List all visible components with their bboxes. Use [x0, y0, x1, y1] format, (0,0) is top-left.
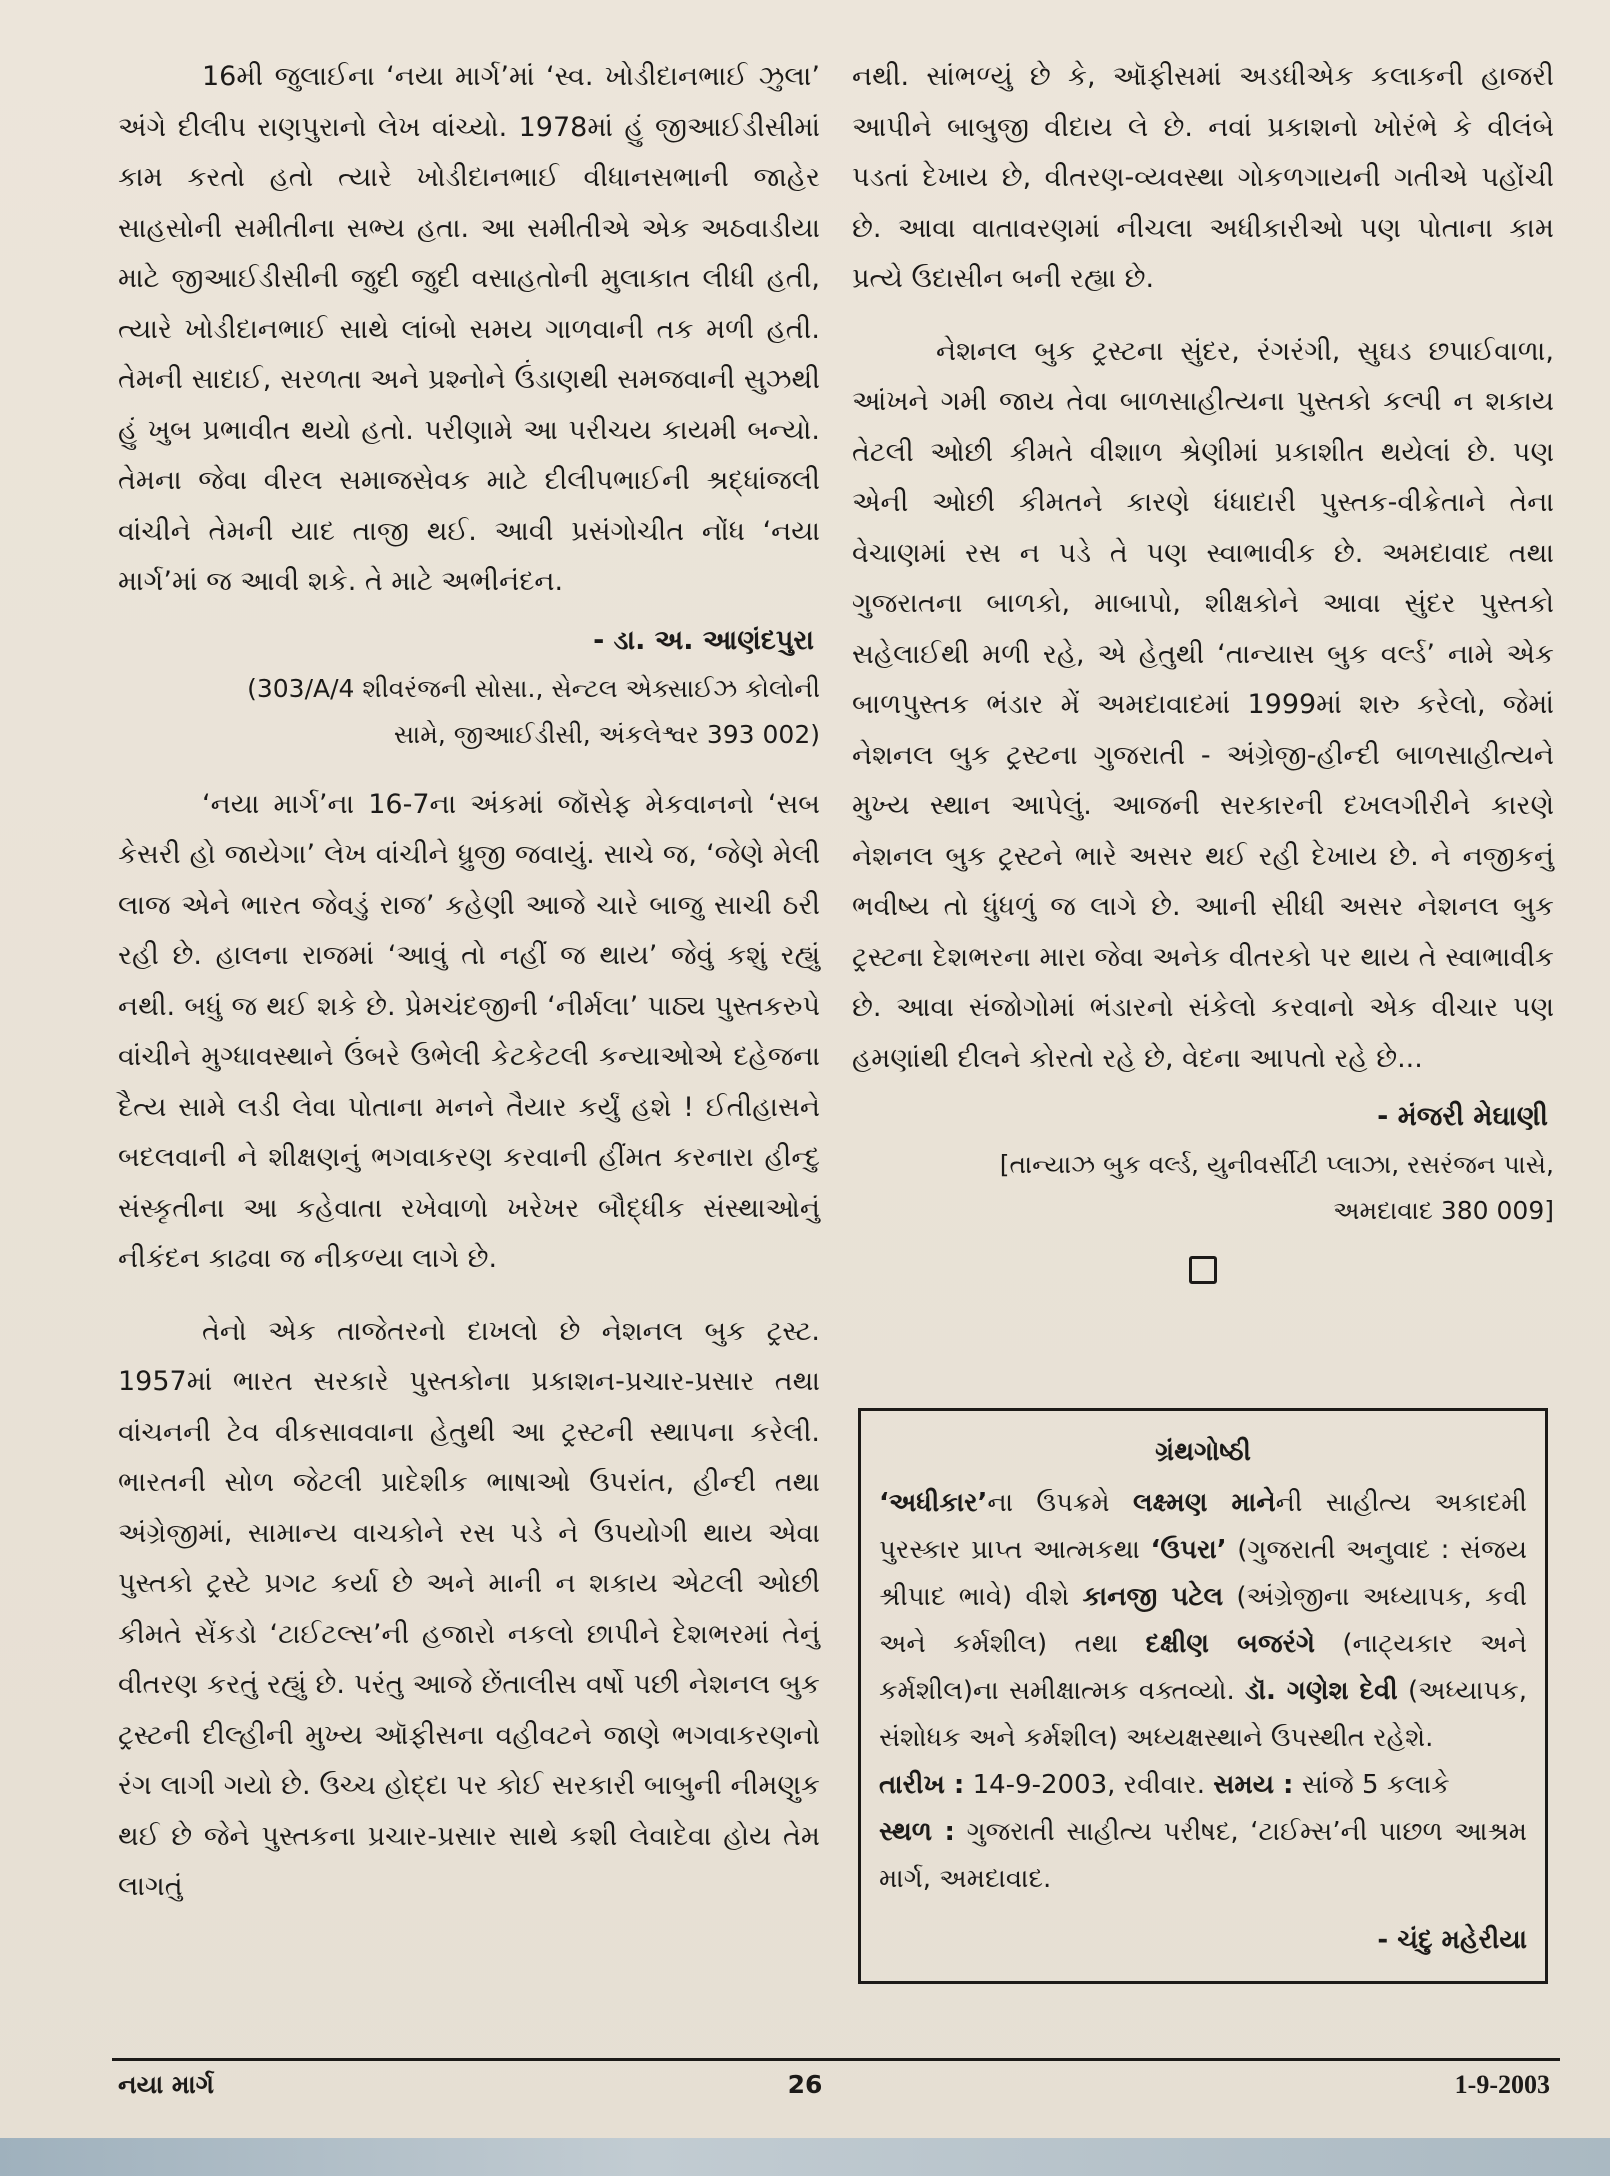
letter-2-paragraph-1: ‘નયા માર્ગ’ના 16-7ના અંકમાં જૉસેફ મેકવાનનો ‘સબ કેસરી હો જાયેગા’ લેખ વાંચીને ધ્રુજી જવાયું. સાચે જ, ‘જેણે મેલી લાજ એને ભારત જેવડું રાજ’ કહેણી આજે ચારે બાજુ સાચી ઠરી રહી છે. હાલના રાજમાં ‘આવું તો નહીં જ થાય’ જેવું કશું રહ્યું નથી. બધું જ થઈ શકે છે. પ્રેમચંદજીની ‘નીર્મલા’ પાઠ્ય પુસ્તકરુપે વાંચીને મુગ્ધાવસ્થાને ઉંબરે ઉભેલી કેટકેટલી કન્યાઓએ દહેજના દૈત્ય સામે લડી લેવા પોતાના મનને તૈયાર કર્યું હશે ! ઈતીહાસને બદલવાની ને શીક્ષણનું ભગવાકરણ કરવાની હીંમત કરનારા હીન્દુ સંસ્કૃતીના આ કહેવાતા રખેવાળો ખરેખર બૌદ્ધીક સંસ્થાઓનું નીકંદન કાઢવા જ નીકળ્યા લાગે છે.	[118, 788, 820, 1274]
date-label: તારીખ :	[879, 1770, 965, 1800]
letter-2-address-line-1: [તાન્યાઝ બુક વર્લ્ડ, યુનીવર્સીટી પ્લાઝા, રસરંજન પાસે,	[999, 1150, 1554, 1179]
speaker-1-name: કાનજી પટેલ	[1082, 1582, 1224, 1612]
letter-1-address-line-2: સામે, જીઆઈડીસી, અંકલેશ્વર 393 002)	[393, 719, 820, 749]
place-label: સ્થળ :	[879, 1817, 955, 1847]
letter-1-address-line-1: (303/A/4 શીવરંજની સોસા., સેન્ટલ એક્સાઈઝ કોલોની	[247, 673, 820, 703]
left-column	[118, 52, 820, 1913]
event-notice-title: ગ્રંથગોષ્ઠી	[1155, 1437, 1251, 1467]
footer-divider	[112, 2058, 1560, 2061]
event-notice-body	[879, 1480, 1527, 1762]
event-notice-box	[858, 1408, 1548, 1984]
event-place	[879, 1809, 1527, 1903]
letter-2-paragraph-3: નેશનલ બુક ટ્રસ્ટના સુંદર, રંગરંગી, સુઘડ છપાઈવાળા, આંખને ગમી જાય તેવા બાળસાહીત્યના પુસ્તકો કલ્પી ન શકાય તેટલી ઓછી કીમતે વીશાળ શ્રેણીમાં પ્રકાશીત થયેલાં છે. પણ એની ઓછી કીમતને કારણે ધંધાદારી પુસ્તક-વીક્રેતાને તેના વેચાણમાં રસ ન પડે તે પણ સ્વાભાવીક છે. અમદાવાદ તથા ગુજરાતના બાળકો, માબાપો, શીક્ષકોને આવા સુંદર પુસ્તકો સહેલાઈથી મળી રહે, એ હેતુથી ‘તાન્યાસ બુક વર્લ્ડ’ નામે એક બાળપુસ્તક ભંડાર મેં અમદાવાદમાં 1999માં શરુ કરેલો, જેમાં નેશનલ બુક ટ્રસ્ટના ગુજરાતી - અંગ્રેજી-હીન્દી બાળસાહીત્યને મુખ્ય સ્થાન આપેલું. આજની સરકારની દખલગીરીને કારણે નેશનલ બુક ટ્રસ્ટને ભારે અસર થઈ રહી દેખાય છે. ને નજીકનું ભવીષ્ય તો ધુંધળું જ લાગે છે. આની સીધી અસર નેશનલ બુક ટ્રસ્ટના દેશભરના મારા જેવા અનેક વીતરકો પર થાય તે સ્વાભાવીક છે. આવા સંજોગોમાં ભંડારનો સંકેલો કરવાનો એક વીચાર પણ હમણાંથી દીલને કોરતો રહે છે, વેદના આપતો રહે છે...	[852, 335, 1554, 1074]
letter-2-address-line-2: અમદાવાદ 380 009]	[1333, 1196, 1554, 1225]
footer-issue-date: 1-9-2003	[1454, 2070, 1550, 2099]
place-value: ગુજરાતી સાહીત્ય પરીષદ, ‘ટાઈમ્સ’ની પાછળ આશ્રમ માર્ગ, અમદાવાદ.	[879, 1817, 1528, 1894]
speaker-2-name: દક્ષીણ બજરંગે	[1145, 1629, 1315, 1659]
letter-2-signature: - મંજરી મેઘાણી	[1377, 1101, 1548, 1132]
time-value: સાંજે 5 કલાકે	[1293, 1770, 1450, 1800]
event-notice-signature: - ચંદુ મહેરીયા	[1377, 1925, 1527, 1955]
notice-text-4: (અંગ્રેજીના અધ્યાપક, કવી અને કર્મશીલ) તથા	[879, 1582, 1527, 1659]
book-title: ‘ઉપરા’	[1150, 1535, 1227, 1565]
footer-page-number: 26	[787, 2070, 823, 2099]
letter-2-continuation: નથી. સાંભળ્યું છે કે, ઑફીસમાં અડધીએક કલાકની હાજરી આપીને બાબુજી વીદાય લે છે. નવાં પ્રકાશનો ખોરંભે કે વીલંબે પડતાં દેખાય છે, વીતરણ-વ્યવસ્થા ગોકળગાયની ગતીએ પહોંચી છે. આવા વાતાવરણમાં નીચલા અધીકારીઓ પણ પોતાના કામ પ્રત્યે ઉદાસીન બની રહ્યા છે.	[852, 61, 1554, 294]
notice-text-5: (નાટ્યકાર અને કર્મશીલ)ના સમીક્ષાત્મક વક્તવ્યો.	[879, 1629, 1527, 1706]
time-label: સમય :	[1213, 1770, 1294, 1800]
footer-magazine-name: નયા માર્ગ	[118, 2070, 214, 2099]
notice-text-3: (ગુજરાતી અનુવાદ : સંજય શ્રીપાદ ભાવે) વીશે	[879, 1535, 1527, 1612]
section-end-square-icon	[1189, 1256, 1217, 1284]
notice-text-2: ની સાહીત્ય અકાદમી પુરસ્કાર પ્રાપ્ત આત્મકથા	[879, 1488, 1527, 1565]
letter-1-body: 16મી જુલાઈના ‘નયા માર્ગ’માં ‘સ્વ. ખોડીદાનભાઈ ઝુલા’ અંગે દીલીપ રાણપુરાનો લેખ વાંચ્યો. 1978માં હું જીઆઈડીસીમાં કામ કરતો હતો ત્યારે ખોડીદાનભાઈ વીધાનસભાની જાહેર સાહસોની સમીતીના સભ્ય હતા. આ સમીતીએ એક અઠવાડીયા માટે જીઆઈડીસીની જુદી જુદી વસાહતોની મુલાકાત લીધી હતી, ત્યારે ખોડીદાનભાઈ સાથે લાંબો સમય ગાળવાની તક મળી હતી. તેમની સાદાઈ, સરળતા અને પ્રશ્નોને ઉંડાણથી સમજવાની સુઝથી હું ખુબ પ્રભાવીત થયો હતો. પરીણામે આ પરીચય કાયમી બન્યો. તેમના જેવા વીરલ સમાજસેવક માટે દીલીપભાઈની શ્રદ્ધાંજલી વાંચીને તેમની યાદ તાજી થઈ. આવી પ્રસંગોચીત નોંધ ‘નયા માર્ગ’માં જ આવી શકે. તે માટે અભીનંદન.	[118, 61, 820, 597]
event-date-time	[879, 1762, 1527, 1809]
chair-name: ડૉ. ગણેશ દેવી	[1244, 1676, 1398, 1706]
author-name: લક્ષ્મણ માને	[1132, 1488, 1276, 1518]
letter-2-paragraph-2: તેનો એક તાજેતરનો દાખલો છે નેશનલ બુક ટ્રસ્ટ. 1957માં ભારત સરકારે પુસ્તકોના પ્રકાશન-પ્રચાર-પ્રસાર તથા વાંચનની ટેવ વીકસાવવાના હેતુથી આ ટ્રસ્ટની સ્થાપના કરેલી. ભારતની સોળ જેટલી પ્રાદેશીક ભાષાઓ ઉપરાંત, હીન્દી તથા અંગ્રેજીમાં, સામાન્ય વાચકોને રસ પડે ને ઉપયોગી થાય એવા પુસ્તકો ટ્રસ્ટે પ્રગટ કર્યા છે અને માની ન શકાય એટલી ઓછી કીમતે સેંકડો ‘ટાઈટલ્સ’ની હજારો નકલો છાપીને દેશભરમાં તેનું વીતરણ કરતું રહ્યું છે. પરંતુ આજે છેંતાલીસ વર્ષો પછી નેશનલ બુક ટ્રસ્ટની દીલ્હીની મુખ્ય ઑફીસના વહીવટને જાણે ભગવાકરણનો રંગ લાગી ગયો છે. ઉચ્ચ હોદ્દા પર કોઈ સરકારી બાબુની નીમણુક થઈ છે જેને પુસ્તકના પ્રચાર-પ્રસાર સાથે કશી લેવાદેવા હોય તેમ લાગતું	[118, 1315, 820, 1902]
letter-1-signature: - ડા. અ. આણંદપુરા	[593, 624, 814, 656]
notice-text-6: (અધ્યાપક, સંશોધક અને કર્મશીલ) અધ્યક્ષસ્થાને ઉપસ્થીત રહેશે.	[879, 1676, 1527, 1753]
date-value: 14-9-2003, રવીવાર.	[964, 1770, 1214, 1800]
notice-text-1: ના ઉપક્રમે	[987, 1488, 1133, 1518]
org-name: ‘અધીકાર’	[879, 1488, 988, 1518]
scan-bottom-edge	[0, 2138, 1610, 2176]
right-column	[852, 52, 1554, 1284]
